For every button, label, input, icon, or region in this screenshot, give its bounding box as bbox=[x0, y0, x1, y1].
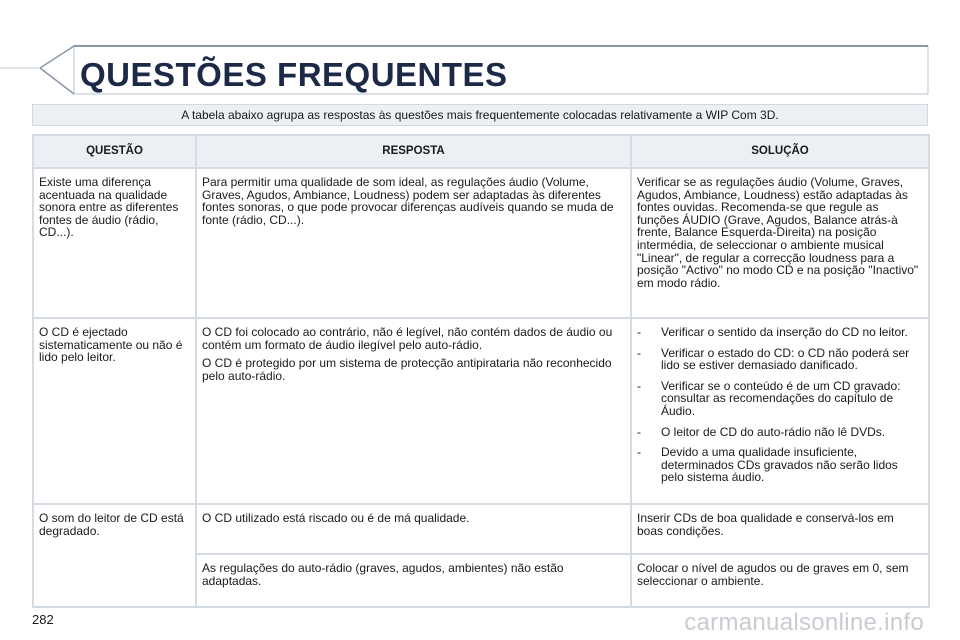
page-title: QUESTÕES FREQUENTES bbox=[80, 56, 508, 93]
question-cell: Existe uma diferença acentuada na qualidade sonora entre as diferentes fontes de áudio (rádio, CD...). bbox=[33, 168, 196, 318]
solution-list bbox=[637, 326, 923, 484]
solution-cell bbox=[631, 318, 929, 504]
intro-text: A tabela abaixo agrupa as respostas às questões mais frequentemente colocadas relativamente a WIP Com 3D. bbox=[32, 104, 928, 126]
header-answer: RESPOSTA bbox=[196, 135, 631, 168]
answer-paragraph: Para permitir uma qualidade de som ideal, as regulações áudio (Volume, Graves, Agudos, Ambiance, Loudness) podem ser adaptadas às diferentes fontes sonoras, o que pode provocar diferenças audíveis quando se muda de fonte (rádio, CD...). bbox=[202, 175, 614, 227]
faq-table bbox=[32, 134, 930, 608]
list-item: - Devido a uma qualidade insuficiente, determinados CDs gravados não serão lidos pelo sistema áudio. bbox=[637, 446, 923, 484]
list-item: - Verificar o sentido da inserção do CD no leitor. bbox=[637, 326, 923, 339]
list-item: - Verificar se o conteúdo é de um CD gravado: consultar as recomendações do capítulo de Áudio. bbox=[637, 380, 923, 418]
list-item: - O leitor de CD do auto-rádio não lê DVDs. bbox=[637, 426, 923, 439]
table-header-row bbox=[33, 135, 929, 168]
answer-paragraph: O CD utilizado está riscado ou é de má qualidade. bbox=[202, 511, 470, 525]
answer-cell bbox=[196, 168, 631, 318]
table-row bbox=[33, 318, 929, 504]
answer-cell bbox=[196, 318, 631, 504]
solution-cell: Colocar o nível de agudos ou de graves em 0, sem seleccionar o ambiente. bbox=[631, 554, 929, 607]
solution-cell: Verificar se as regulações áudio (Volume, Graves, Agudos, Ambiance, Loudness) estão adaptadas às fontes ouvidas. Recomenda-se que regule as funções ÁUDIO (Grave, Agudos, Balance atrás-à frente, Balance Esquerda-Direita) na posição intermédia, de seleccionar o ambiente musical "Linear", de regular a correcção loudness para a posição "Activo" no modo CD e na posição "Inactivo" em modo rádio. bbox=[631, 168, 929, 318]
table-row bbox=[33, 504, 929, 554]
question-cell: O som do leitor de CD está degradado. bbox=[33, 504, 196, 607]
answer-paragraph: O CD é protegido por um sistema de protecção antipirataria não reconhecido pelo auto-rádio. bbox=[202, 356, 612, 383]
answer-paragraph: As regulações do auto-rádio (graves, agudos, ambientes) não estão adaptadas. bbox=[202, 561, 564, 588]
table-row bbox=[33, 168, 929, 318]
solution-cell: Inserir CDs de boa qualidade e conservá-los em boas condições. bbox=[631, 504, 929, 554]
page-number: 282 bbox=[32, 612, 54, 627]
answer-paragraph: O CD foi colocado ao contrário, não é legível, não contém dados de áudio ou contém um formato de áudio ilegível pelo auto-rádio. bbox=[202, 325, 613, 352]
question-cell: O CD é ejectado sistematicamente ou não é lido pelo leitor. bbox=[33, 318, 196, 504]
answer-cell bbox=[196, 504, 631, 554]
answer-cell bbox=[196, 554, 631, 607]
list-item: - Verificar o estado do CD: o CD não poderá ser lido se estiver demasiado danificado. bbox=[637, 347, 923, 372]
header-solution: SOLUÇÃO bbox=[631, 135, 929, 168]
watermark: carmanualsonline.info bbox=[684, 609, 924, 636]
header-question: QUESTÃO bbox=[33, 135, 196, 168]
